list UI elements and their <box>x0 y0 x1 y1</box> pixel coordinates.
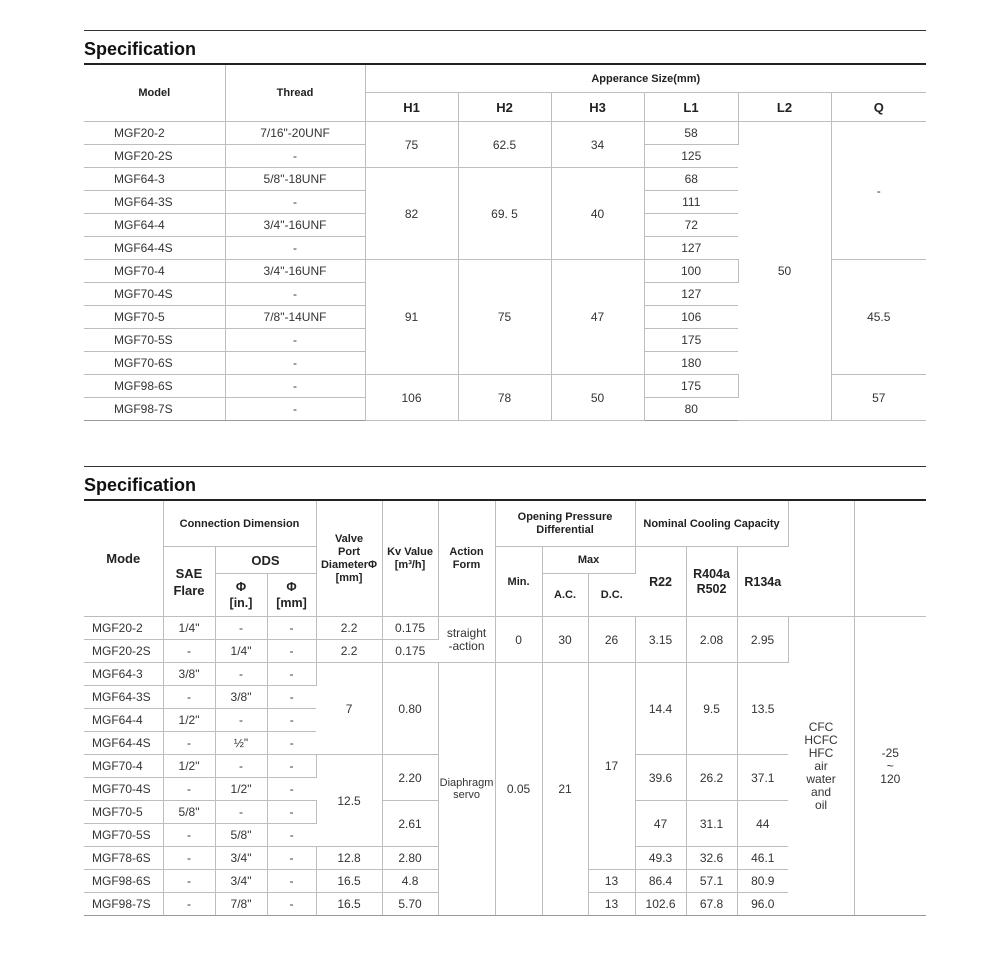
h3-cell: 47 <box>551 260 644 375</box>
header-action-form <box>438 501 495 617</box>
header-h3: H3 <box>551 93 644 122</box>
kv-label-1: Kv Value <box>387 545 433 558</box>
h1-cell: 82 <box>365 168 458 260</box>
header-ods: ODS <box>215 547 316 574</box>
section-title: Specification <box>84 475 197 495</box>
r404a-cell: 26.2 <box>686 755 737 801</box>
q-cell: - <box>831 122 926 260</box>
thread-cell: - <box>225 398 365 421</box>
medium-line: CFC <box>808 719 834 734</box>
ods-mm-cell: - <box>267 617 316 640</box>
h3-cell: 34 <box>551 122 644 168</box>
l1-cell: 127 <box>644 283 738 306</box>
ods-mm-cell: - <box>267 709 316 732</box>
dc-cell: 17 <box>588 663 635 870</box>
ods-in-cell: - <box>215 755 267 778</box>
model-cell: MGF70-5 <box>84 801 163 824</box>
ods-mm-cell: - <box>267 686 316 709</box>
r404a-cell: 2.08 <box>686 617 737 663</box>
ods-in-cell: 7/8" <box>215 893 267 916</box>
h1-cell: 91 <box>365 260 458 375</box>
sae-cell: - <box>163 640 215 663</box>
l1-cell: 100 <box>644 260 738 283</box>
ods-in-cell: 5/8" <box>215 824 267 847</box>
thread-cell: 3/4"-16UNF <box>225 260 365 283</box>
header-opening-pressure <box>495 501 635 547</box>
q-cell: 57 <box>831 375 926 421</box>
r404a-cell: 9.5 <box>686 663 737 755</box>
header-medium <box>788 501 854 617</box>
header-h1: H1 <box>365 93 458 122</box>
thread-cell: 3/4"-16UNF <box>225 214 365 237</box>
model-cell: MGF20-2 <box>84 122 225 145</box>
r22-cell: 86.4 <box>635 870 686 893</box>
action-label-1: Action <box>449 545 484 558</box>
header-l1: L1 <box>644 93 738 122</box>
r134a-cell: 80.9 <box>737 870 788 893</box>
temp-line: ~ <box>886 758 894 773</box>
valve-spec-table <box>84 501 926 916</box>
h1-cell: 75 <box>365 122 458 168</box>
ods-mm-cell: - <box>267 870 316 893</box>
header-r404a-r502 <box>686 547 737 617</box>
model-cell: MGF98-7S <box>84 893 163 916</box>
r22-cell: 49.3 <box>635 847 686 870</box>
r404a-label: R404a <box>693 566 730 581</box>
top-divider <box>84 466 926 467</box>
model-cell: MGF98-6S <box>84 375 225 398</box>
ods-mm-cell: - <box>267 824 316 847</box>
thread-cell: - <box>225 329 365 352</box>
l1-cell: 58 <box>644 122 738 145</box>
model-cell: MGF64-4 <box>84 214 225 237</box>
spec-section-2 <box>84 466 926 916</box>
header-valve-port <box>316 501 382 617</box>
header-max: Max <box>542 547 635 574</box>
temp-line: 120 <box>880 771 901 786</box>
r22-cell: 3.15 <box>635 617 686 663</box>
l1-cell: 175 <box>644 375 738 398</box>
model-cell: MGF70-5 <box>84 306 225 329</box>
header-thread: Thread <box>225 65 365 122</box>
sae-cell: - <box>163 824 215 847</box>
r134a-cell: 2.95 <box>737 617 788 663</box>
r134a-cell: 44 <box>737 801 788 847</box>
thread-cell: - <box>225 375 365 398</box>
ods-mm-cell: - <box>267 893 316 916</box>
l1-cell: 175 <box>644 329 738 352</box>
h2-cell: 75 <box>458 260 551 375</box>
l1-cell: 127 <box>644 237 738 260</box>
min-cell: 0.05 <box>495 663 542 916</box>
model-cell: MGF98-6S <box>84 870 163 893</box>
action-label-2: Form <box>452 558 481 571</box>
r22-cell: 14.4 <box>635 663 686 755</box>
dc-cell: 26 <box>588 617 635 663</box>
medium-line: HCFC <box>804 732 838 747</box>
r22-cell: 47 <box>635 801 686 847</box>
opd-label-1: Opening Pressure <box>517 510 613 523</box>
header-sae-flare <box>163 547 215 617</box>
q-cell: 45.5 <box>831 260 926 375</box>
header-ac: A.C. <box>542 574 588 617</box>
r134a-cell: 96.0 <box>737 893 788 916</box>
phi-label: Φ <box>235 580 247 594</box>
ods-in-cell: 1/2" <box>215 778 267 801</box>
header-connection: Connection Dimension <box>163 501 316 547</box>
r404a-cell: 67.8 <box>686 893 737 916</box>
ac-cell: 21 <box>542 663 588 916</box>
header-r134a: R134a <box>737 547 788 617</box>
kv-cell: 4.8 <box>382 870 438 893</box>
model-cell: MGF64-3 <box>84 663 163 686</box>
model-cell: MGF70-5S <box>84 329 225 352</box>
header-ods-in <box>215 574 267 617</box>
header-l2: L2 <box>738 93 831 122</box>
thread-cell: - <box>225 283 365 306</box>
spec-section-1 <box>84 30 926 421</box>
thread-cell: - <box>225 352 365 375</box>
sae-cell: 3/8" <box>163 663 215 686</box>
valve-cell: 2.2 <box>316 640 382 663</box>
ods-in-cell: - <box>215 801 267 824</box>
header-q: Q <box>831 93 926 122</box>
thread-cell: 7/8"-14UNF <box>225 306 365 329</box>
ods-in-cell: - <box>215 617 267 640</box>
header-dc: D.C. <box>588 574 635 617</box>
sae-cell: 1/4" <box>163 617 215 640</box>
thread-cell: - <box>225 191 365 214</box>
header-h2: H2 <box>458 93 551 122</box>
ods-in-cell: ½" <box>215 732 267 755</box>
model-cell: MGF64-3S <box>84 191 225 214</box>
sae-cell: - <box>163 847 215 870</box>
l2-cell: 50 <box>738 122 831 421</box>
l1-cell: 106 <box>644 306 738 329</box>
model-cell: MGF70-5S <box>84 824 163 847</box>
model-cell: MGF70-4 <box>84 260 225 283</box>
valve-cell: 12.5 <box>316 755 382 847</box>
model-cell: MGF78-6S <box>84 847 163 870</box>
l1-cell: 125 <box>644 145 738 168</box>
l1-cell: 180 <box>644 352 738 375</box>
sae-cell: 5/8" <box>163 801 215 824</box>
sae-cell: - <box>163 870 215 893</box>
r134a-cell: 13.5 <box>737 663 788 755</box>
model-cell: MGF20-2 <box>84 617 163 640</box>
opd-label-2: Differential <box>536 523 594 536</box>
model-cell: MGF70-4 <box>84 755 163 778</box>
table-row <box>84 617 926 640</box>
kv-cell: 2.61 <box>382 801 438 847</box>
temperature-cell <box>854 617 926 916</box>
sae-cell: - <box>163 778 215 801</box>
section-title: Specification <box>84 39 197 59</box>
thread-cell: - <box>225 237 365 260</box>
sae-cell: 1/2" <box>163 709 215 732</box>
ods-mm-cell: - <box>267 755 316 778</box>
r134a-cell: 46.1 <box>737 847 788 870</box>
h2-cell: 69. 5 <box>458 168 551 260</box>
header-min: Min. <box>495 547 542 617</box>
valve-cell: 12.8 <box>316 847 382 870</box>
valve-label-2: Port <box>338 545 361 558</box>
r404a-cell: 31.1 <box>686 801 737 847</box>
r404a-cell: 57.1 <box>686 870 737 893</box>
r134a-cell: 37.1 <box>737 755 788 801</box>
model-cell: MGF70-4S <box>84 283 225 306</box>
valve-label-4: [mm] <box>335 571 363 584</box>
r404a-cell: 32.6 <box>686 847 737 870</box>
kv-cell: 0.80 <box>382 663 438 755</box>
action-text-1: Diaphragm <box>439 777 494 789</box>
ods-in-cell: - <box>215 709 267 732</box>
header-model: Model <box>84 65 225 122</box>
model-cell: MGF64-4S <box>84 732 163 755</box>
dc-cell: 13 <box>588 870 635 893</box>
valve-label-3: DiameterΦ <box>320 558 378 571</box>
flare-label: Flare <box>173 582 205 598</box>
ac-cell: 30 <box>542 617 588 663</box>
kv-label-2: [m³/h] <box>394 558 426 571</box>
ods-mm-cell: - <box>267 732 316 755</box>
action-cell <box>438 617 495 663</box>
model-cell: MGF64-3 <box>84 168 225 191</box>
header-appearance: Apperance Size(mm) <box>365 65 926 93</box>
model-cell: MGF64-3S <box>84 686 163 709</box>
ods-in-cell: - <box>215 663 267 686</box>
header-mode: Mode <box>84 501 163 617</box>
sae-cell: 1/2" <box>163 755 215 778</box>
header-temperature <box>854 501 926 617</box>
ods-mm-cell: - <box>267 847 316 870</box>
in-label: [in.] <box>229 596 253 610</box>
l1-cell: 80 <box>644 398 738 421</box>
header-kv-value <box>382 501 438 617</box>
kv-cell: 2.20 <box>382 755 438 801</box>
l1-cell: 68 <box>644 168 738 191</box>
model-cell: MGF70-4S <box>84 778 163 801</box>
ods-in-cell: 1/4" <box>215 640 267 663</box>
r22-cell: 102.6 <box>635 893 686 916</box>
header-cooling-capacity: Nominal Cooling Capacity <box>635 501 788 547</box>
kv-cell: 5.70 <box>382 893 438 916</box>
valve-cell: 7 <box>316 663 382 755</box>
appearance-size-table <box>84 65 926 421</box>
medium-line: water <box>806 771 836 786</box>
l1-cell: 111 <box>644 191 738 214</box>
medium-line: and <box>811 784 832 799</box>
header-ods-mm <box>267 574 316 617</box>
ods-mm-cell: - <box>267 778 316 801</box>
valve-cell: 16.5 <box>316 893 382 916</box>
sae-cell: - <box>163 893 215 916</box>
header-r22: R22 <box>635 547 686 617</box>
h2-cell: 62.5 <box>458 122 551 168</box>
min-cell: 0 <box>495 617 542 663</box>
medium-line: HFC <box>808 745 834 760</box>
phi-label: Φ <box>286 580 297 594</box>
mm-label: [mm] <box>276 596 307 610</box>
ods-mm-cell: - <box>267 801 316 824</box>
h1-cell: 106 <box>365 375 458 421</box>
model-cell: MGF64-4S <box>84 237 225 260</box>
medium-line: oil <box>815 797 828 812</box>
ods-in-cell: 3/4" <box>215 870 267 893</box>
l1-cell: 72 <box>644 214 738 237</box>
r22-cell: 39.6 <box>635 755 686 801</box>
h3-cell: 40 <box>551 168 644 260</box>
ods-in-cell: 3/8" <box>215 686 267 709</box>
model-cell: MGF70-6S <box>84 352 225 375</box>
kv-cell: 0.175 <box>382 617 438 640</box>
valve-label-1: Valve <box>334 532 364 545</box>
temp-line: -25 <box>881 745 899 760</box>
r502-label: R502 <box>696 581 727 596</box>
valve-cell: 16.5 <box>316 870 382 893</box>
medium-cell <box>788 617 854 916</box>
thread-cell: 7/16"-20UNF <box>225 122 365 145</box>
ods-mm-cell: - <box>267 663 316 686</box>
model-cell: MGF98-7S <box>84 398 225 421</box>
sae-cell: - <box>163 732 215 755</box>
table-row <box>84 122 926 145</box>
kv-cell: 0.175 <box>382 640 438 663</box>
action-text-2: servo <box>453 789 480 801</box>
h2-cell: 78 <box>458 375 551 421</box>
action-cell <box>438 663 495 916</box>
top-divider <box>84 30 926 31</box>
sae-label: SAE <box>175 565 203 581</box>
thread-cell: - <box>225 145 365 168</box>
medium-line: air <box>814 758 828 773</box>
dc-cell: 13 <box>588 893 635 916</box>
model-cell: MGF20-2S <box>84 145 225 168</box>
action-text-1: straight <box>446 625 487 640</box>
kv-cell: 2.80 <box>382 847 438 870</box>
h3-cell: 50 <box>551 375 644 421</box>
model-cell: MGF64-4 <box>84 709 163 732</box>
model-cell: MGF20-2S <box>84 640 163 663</box>
ods-mm-cell: - <box>267 640 316 663</box>
action-text-2: -action <box>448 638 485 653</box>
thread-cell: 5/8"-18UNF <box>225 168 365 191</box>
sae-cell: - <box>163 686 215 709</box>
ods-in-cell: 3/4" <box>215 847 267 870</box>
valve-cell: 2.2 <box>316 617 382 640</box>
